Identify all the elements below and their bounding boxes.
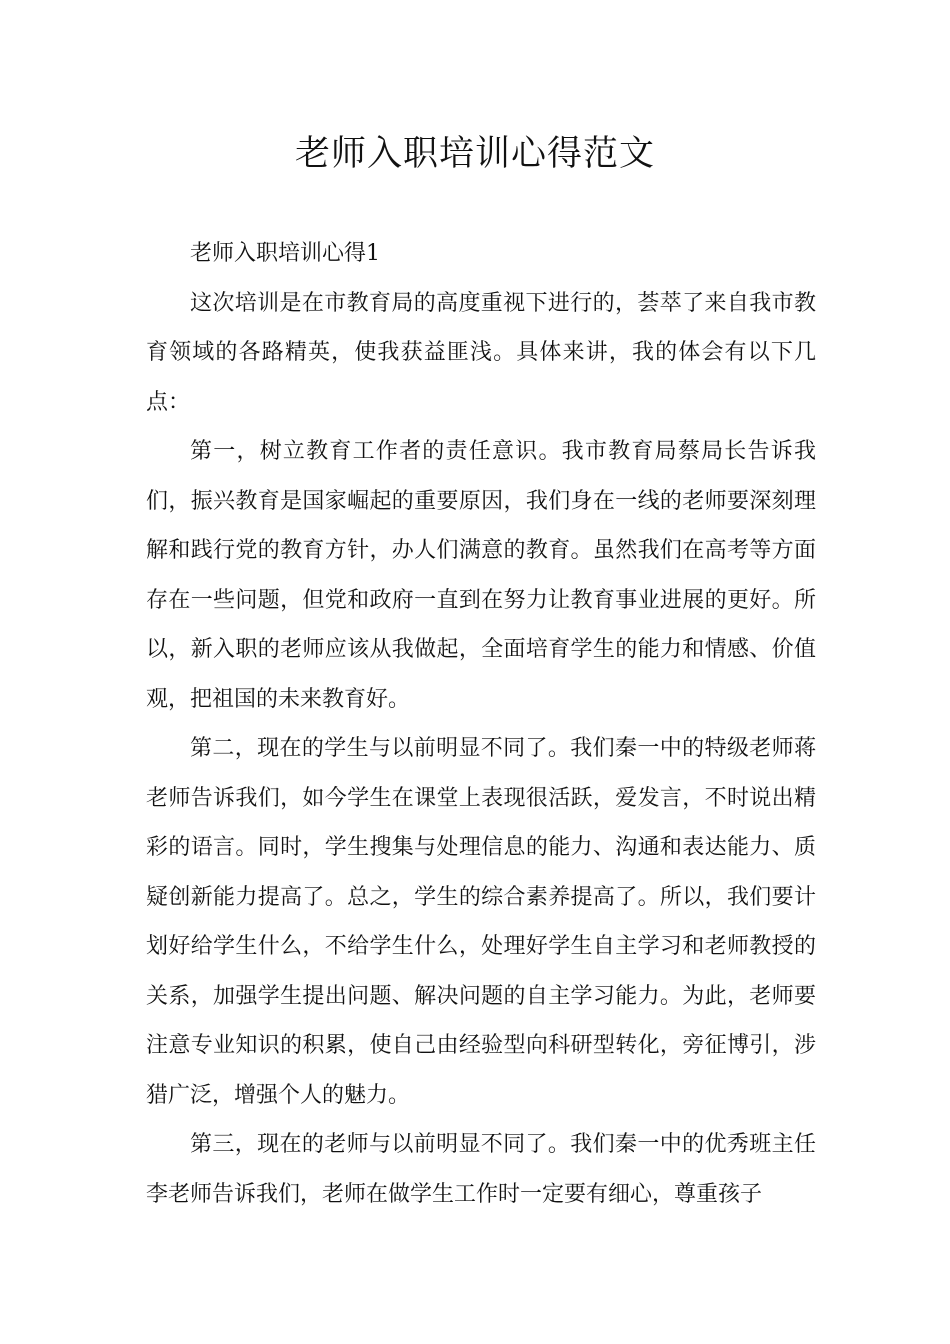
paragraph-point-3: 第三，现在的老师与以前明显不同了。我们秦一中的优秀班主任李老师告诉我们，老师在做学生工作时一定要有细心，尊重孩子	[146, 1132, 816, 1207]
document-title: 老师入职培训心得范文	[294, 134, 655, 174]
paragraph-point-1: 第一，树立教育工作者的责任意识。我市教育局蔡局长告诉我们，振兴教育是国家崛起的重要原因，我们身在一线的老师要深刻理解和践行党的教育方针，办人们满意的教育。虽然我们在高考等方面存在一些问题，但党和政府一直到在努力让教育事业进展的更好。所以，新入职的老师应该从我做起，全面培育学生的能力和情感、价值观，把祖国的未来教育好。	[146, 439, 816, 712]
document-body	[146, 229, 816, 1219]
paragraph-intro: 这次培训是在市教育局的高度重视下进行的，荟萃了来自我市教育领域的各路精英，使我获益匪浅。具体来讲，我的体会有以下几点：	[146, 290, 816, 415]
paragraph-point-2: 第二，现在的学生与以前明显不同了。我们秦一中的特级老师蒋老师告诉我们，如今学生在课堂上表现很活跃，爱发言，不时说出精彩的语言。同时，学生搜集与处理信息的能力、沟通和表达能力、质疑创新能力提高了。总之，学生的综合素养提高了。所以，我们要计划好给学生什么，不给学生什么，处理好学生自主学习和老师教授的关系，加强学生提出问题、解决问题的自主学习能力。为此，老师要注意专业知识的积累，使自己由经验型向科研型转化，旁征博引，涉猎广泛，增强个人的魅力。	[146, 736, 816, 1108]
section-heading: 老师入职培训心得1	[190, 241, 380, 266]
